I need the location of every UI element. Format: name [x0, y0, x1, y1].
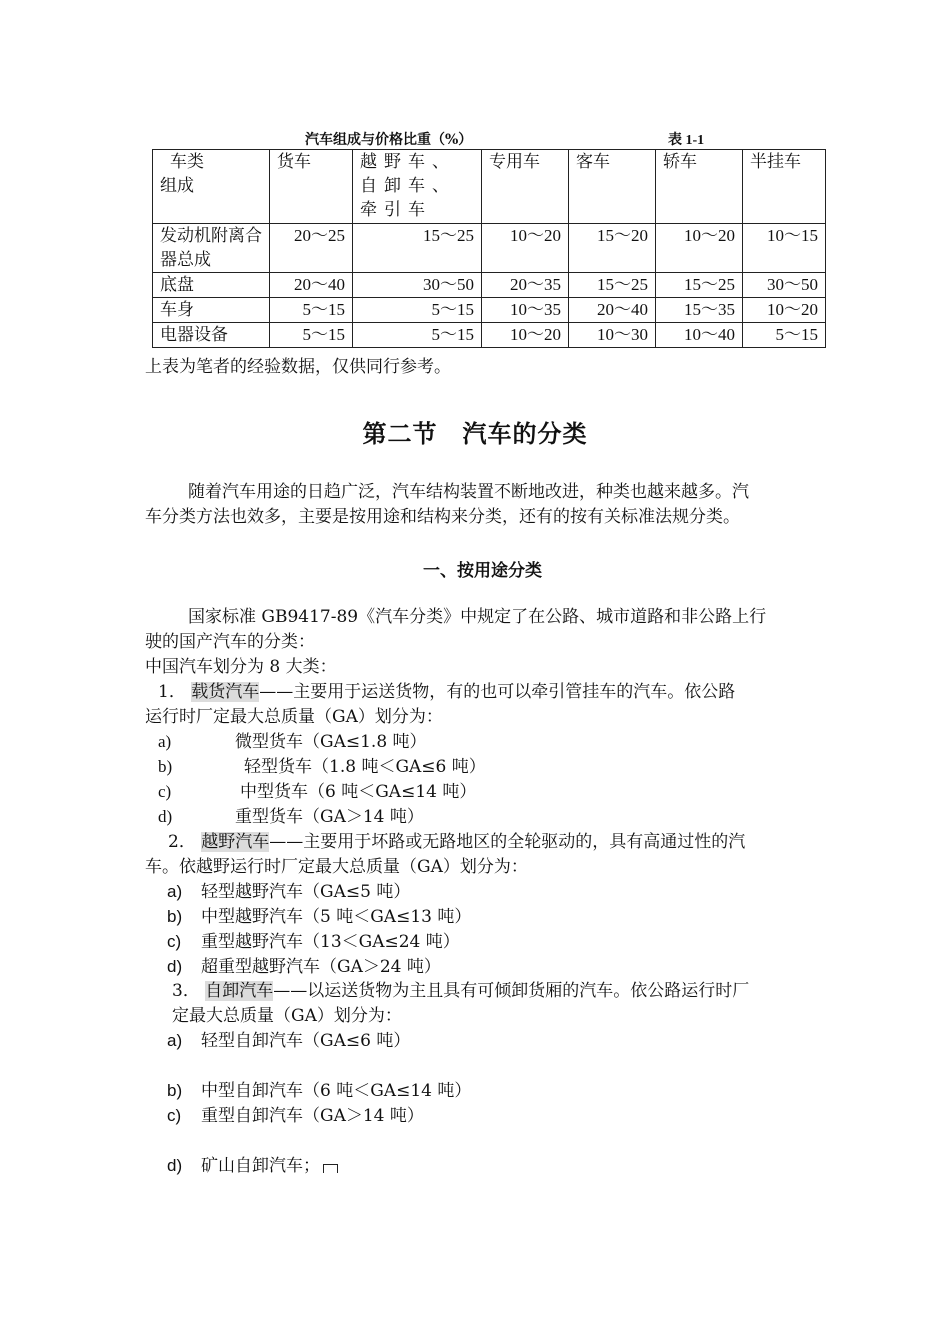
table-cell: 15～25 [353, 224, 482, 273]
header-cell: 客车 [569, 150, 656, 224]
table-header-row [153, 150, 826, 224]
intro-line-2: 车分类方法也效多，主要是按用途和结构来分类，还有的按有关标准法规分类。 [145, 507, 740, 527]
category-name: 载货汽车 [191, 682, 260, 702]
table-cell: 5～15 [270, 323, 353, 348]
table-caption [150, 127, 825, 149]
standard-line-2: 驶的国产汽车的分类： [145, 632, 315, 652]
table-row [153, 273, 826, 298]
table-cell: 15～25 [656, 273, 743, 298]
list-letter: d) [167, 957, 183, 976]
table-cell: 5～15 [353, 298, 482, 323]
list-item: 中型自卸汽车（6 吨＜GA≤14 吨） [201, 1081, 472, 1101]
table-cell: 15～20 [569, 224, 656, 273]
category-name: 自卸汽车 [205, 981, 274, 1001]
list-letter: a) [167, 1031, 183, 1050]
list-letter: c) [167, 932, 182, 951]
standard-line-1: 国家标准 GB9417-89《汽车分类》中规定了在公路、城市道路和非公路上行 [188, 607, 767, 627]
table-cell: 15～35 [656, 298, 743, 323]
list-item: 中型货车（6 吨＜GA≤14 吨） [240, 782, 477, 802]
table-cell: 5～15 [743, 323, 826, 348]
category-heading [158, 680, 735, 704]
category-number: 3． [172, 981, 200, 1001]
list-letter: b) [167, 1081, 183, 1100]
category-desc: ——主要用于运送货物，有的也可以牵引管挂车的汽车。依公路 [259, 682, 736, 702]
category-heading [168, 830, 745, 854]
header-cell: 半挂车 [743, 150, 826, 224]
list-letter: c) [167, 1106, 182, 1125]
header-cell: 轿车 [656, 150, 743, 224]
header-cell: 货车 [270, 150, 353, 224]
intro-line-1: 随着汽车用途的日趋广泛，汽车结构装置不断地改进，种类也越来越多。汽 [188, 482, 749, 502]
list-letter: c) [158, 782, 172, 801]
header-cell: 越野车、自卸车、牵引车 [353, 150, 482, 224]
list-letter: a) [167, 882, 183, 901]
table-cell: 10～40 [656, 323, 743, 348]
paragraph-mark-icon [323, 1164, 338, 1173]
category-number: 1． [158, 682, 186, 702]
table-row [153, 323, 826, 348]
list-item: 中型越野汽车（5 吨＜GA≤13 吨） [201, 907, 472, 927]
row-label-cell: 底盘 [153, 273, 270, 298]
list-item: 矿山自卸汽车； [201, 1156, 320, 1176]
list-item: 重型越野汽车（13＜GA≤24 吨） [201, 932, 460, 952]
table-cell: 10～20 [482, 323, 569, 348]
table-number: 表 1-1 [668, 133, 705, 148]
category-name: 越野汽车 [201, 832, 270, 852]
table-row [153, 224, 826, 273]
list-item: 重型货车（GA＞14 吨） [235, 807, 424, 827]
category-desc-line-2: 运行时厂定最大总质量（GA）划分为： [145, 707, 443, 727]
table-cell: 10～20 [482, 224, 569, 273]
subsection-title: 一、按用途分类 [423, 561, 542, 581]
list-item-last [201, 1154, 338, 1178]
category-desc: ——主要用于坏路或无路地区的全轮驱动的，具有高通过性的汽 [269, 832, 746, 852]
list-letter: d) [158, 807, 173, 826]
header-corner-top: 车类 [170, 152, 204, 172]
row-label-cell: 车身 [153, 298, 270, 323]
row-label-cell: 发动机附离合器总成 [153, 224, 270, 273]
table-note: 上表为笔者的经验数据，仅供同行参考。 [145, 357, 451, 377]
list-item: 超重型越野汽车（GA＞24 吨） [201, 957, 441, 977]
table-title: 汽车组成与价格比重（%） [305, 132, 473, 148]
table-cell: 10～30 [569, 323, 656, 348]
category-heading [172, 979, 749, 1003]
table-cell: 20～40 [270, 273, 353, 298]
list-item: 微型货车（GA≤1.8 吨） [235, 732, 427, 752]
list-letter: b) [167, 907, 183, 926]
header-corner-bottom: 组成 [160, 176, 194, 196]
category-desc-line-2: 定最大总质量（GA）划分为： [172, 1006, 402, 1026]
table-cell: 10～35 [482, 298, 569, 323]
row-label-cell: 电器设备 [153, 323, 270, 348]
category-desc: ——以运送货物为主且具有可倾卸货厢的汽车。依公路运行时厂 [273, 981, 750, 1001]
standard-line-3: 中国汽车划分为 8 大类： [145, 657, 337, 677]
table-cell: 5～15 [353, 323, 482, 348]
category-desc-line-2: 车。依越野运行时厂定最大总质量（GA）划分为： [145, 857, 528, 877]
table-cell: 30～50 [743, 273, 826, 298]
list-item: 重型自卸汽车（GA＞14 吨） [201, 1106, 424, 1126]
table-row [153, 298, 826, 323]
list-letter: d) [167, 1156, 183, 1175]
list-letter: a) [158, 732, 172, 751]
list-letter: b) [158, 757, 173, 776]
list-item: 轻型自卸汽车（GA≤6 吨） [201, 1031, 411, 1051]
header-cell: 专用车 [482, 150, 569, 224]
table-cell: 30～50 [353, 273, 482, 298]
table-cell: 10～15 [743, 224, 826, 273]
list-item: 轻型货车（1.8 吨＜GA≤6 吨） [244, 757, 486, 777]
table-cell: 20～25 [270, 224, 353, 273]
category-number: 2． [168, 832, 196, 852]
table-cell: 15～25 [569, 273, 656, 298]
list-item: 轻型越野汽车（GA≤5 吨） [201, 882, 411, 902]
header-cell-corner [153, 150, 270, 224]
section-title: 第二节 汽车的分类 [362, 419, 588, 448]
table-cell: 10～20 [743, 298, 826, 323]
table-cell: 20～40 [569, 298, 656, 323]
table-cell: 20～35 [482, 273, 569, 298]
table-cell: 10～20 [656, 224, 743, 273]
table-cell: 5～15 [270, 298, 353, 323]
composition-table [152, 149, 826, 348]
